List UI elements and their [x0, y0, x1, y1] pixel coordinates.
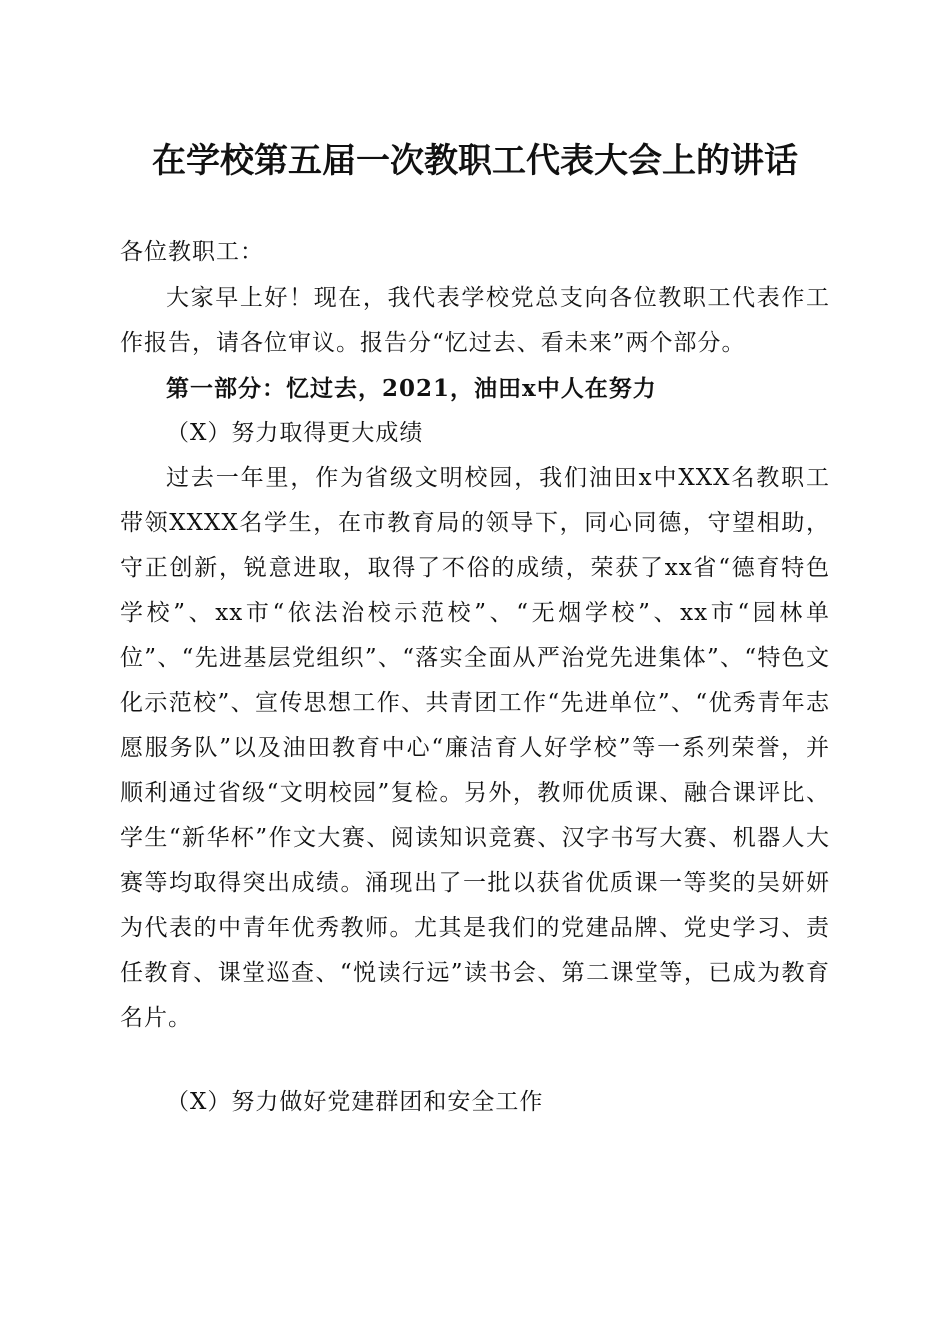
achievements-paragraph: 过去一年里，作为省级文明校园，我们油田x中XXX名教职工带领XXXX名学生，在市教育局的领导下，同心同德，守望相助，守正创新，锐意进取，取得了不俗的成绩，荣获了xx省“德育特色学校”、xx市“依法治校示范校”、“无烟学校”、xx市“园林单位”、“先进基层党组织”、“落实全面从严治党先进集体”、“特色文化示范校”、宣传思想工作、共青团工作“先进单位”、“优秀青年志愿服务队”以及油田教育中心“廉洁育人好学校”等一系列荣誉，并顺利通过省级“文明校园”复检。另外，教师优质课、融合课评比、学生“新华杯”作文大赛、阅读知识竞赛、汉字书写大赛、机器人大赛等均取得突出成绩。涌现出了一批以获省优质课一等奖的吴妍妍为代表的中青年优秀教师。尤其是我们的党建品牌、党史学习、责任教育、课堂巡查、“悦读行远”读书会、第二课堂等，已成为教育名片。	[120, 465, 830, 1031]
subsection-heading-party-building: （X）努力做好党建群团和安全工作	[166, 1089, 544, 1115]
opening-paragraph: 大家早上好！现在，我代表学校党总支向各位教职工代表作工作报告，请各位审议。报告分“忆过去、看未来”两个部分。	[120, 285, 830, 356]
salutation: 各位教职工：	[120, 239, 264, 265]
section-heading-part-one: 第一部分：忆过去，2021，油田x中人在努力	[166, 375, 657, 402]
document-title: 在学校第五届一次教职工代表大会上的讲话	[152, 141, 798, 181]
subsection-heading-achievements: （X）努力取得更大成绩	[166, 420, 424, 446]
